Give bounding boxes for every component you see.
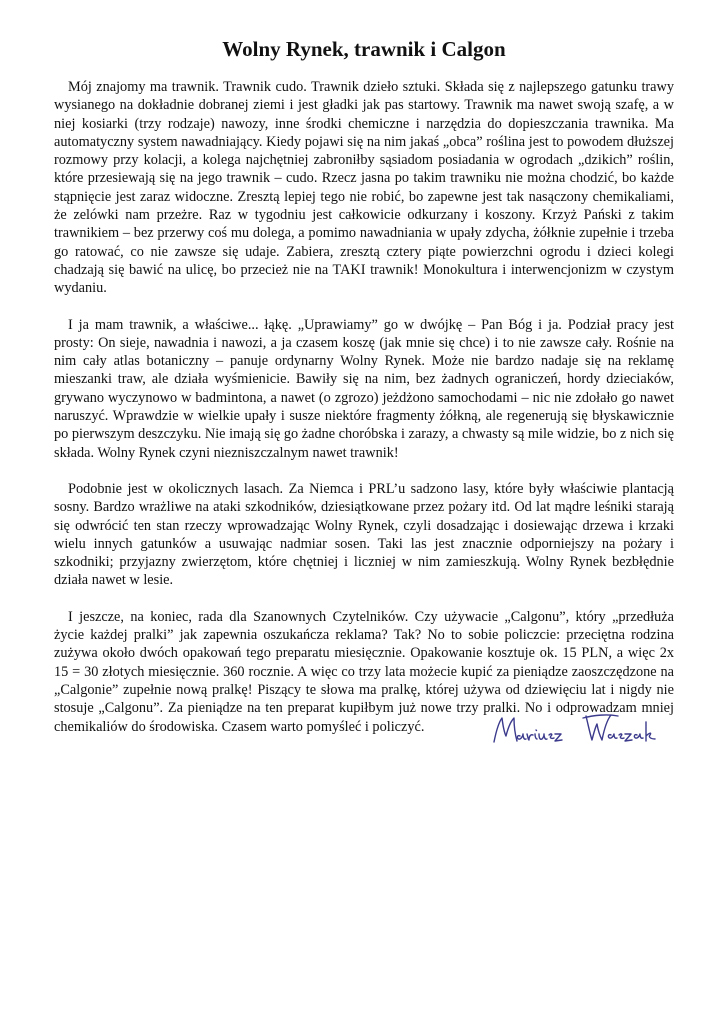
paragraph-lawn-friend: Mój znajomy ma trawnik. Trawnik cudo. Trawnik dzieło sztuki. Składa się z najlepszego gatunku trawy wysianego na dokładnie dobranej ziemi i jest gładki jak pas startowy. Trawnik ma nawet swoją szafę, a w niej kosiarki (trzy rodzaje) nawozy, inne środki chemiczne i narzędzia do dopieszczania trawnika. Ma automatyczny system nawadniający. Kiedy pojawi się na nim jakaś „obca” roślina jest to powodem dłuższej rozmowy przy kolacji, a kolega najchętniej zabroniłby sąsiadom posiadania w ogrodach „dzikich” roślin, które przesiewają się na jego trawnik – cudo. Rzecz jasna po takim trawniku nie można chodzić, bo każde stąpnięcie jest zaraz widoczne. Zresztą lepiej tego nie robić, bo zapewne jest tak nasączony chemikaliami, że zelówki nam przeżre. Raz w tygodniu jest całkowicie odkurzany i koszony. Krzyż Pański z takim trawnikiem – bez przerwy coś mu dolega, a pomimo nawadniania w upały zdycha, żółknie zupełnie i trzeba go ratować, co nie zawsze się udaje. Zabiera, zresztą cztery piąte powierzchni ogrodu i dzieci kolegi chadzają się bawić na ulicę, bo przecież nie na TAKI trawnik! Monokultura i interwencjonizm w czystym wydaniu.	[54, 79, 674, 297]
handwritten-signature	[490, 708, 660, 752]
paragraph-own-meadow: I ja mam trawnik, a właściwe... łąkę. „Uprawiamy” go w dwójkę – Pan Bóg i ja. Podział pracy jest prosty: On sieje, nawadnia i nawozi, a ja czasem koszę (jak mnie się chce) i to nie zawsze cały. Rośnie na nim cały atlas botaniczny – panuje ordynarny Wolny Rynek. Może nie bardzo nadaje się na reklamę mieszanki traw, ale działa wyśmienicie. Bawiły się na nim, bez żadnych ograniczeń, hordy dzieciaków, grywano wyczynowo w badmintona, a nawet (o zgrozo) jeżdżono samochodami – nic nie zdołało go nawet naruszyć. Wprawdzie w wielkie upały i susze niektóre fragmenty żółkną, ale regenerują się błyskawicznie po pierwszym deszczyku. Nie imają się go żadne choróbska i zarazy, a chwasty są mile widzie, bo z nich się składa. Wolny Rynek czyni niezniszczalnym nawet trawnik!	[54, 316, 674, 461]
signature-drawing	[490, 708, 660, 752]
document-title: Wolny Rynek, trawnik i Calgon	[222, 37, 506, 61]
document-page	[54, 30, 674, 754]
paragraph-forests: Podobnie jest w okolicznych lasach. Za Niemca i PRL’u sadzono lasy, które były właściwie plantacją sosny. Bardzo wrażliwe na ataki szkodników, dziesiątkowane przez pożary itd. Od lat mądre leśniki starają się odwrócić ten stan rzeczy wprowadzając Wolny Rynek, czyli dosadzając i dosiewając drzewa i krzaki wielu innych gatunków a usuwając nadmiar sosen. Taki las jest znacznie odporniejszy na pożary i szkodniki; przyjazny zwierzętom, które chętniej i liczniej w nim zamieszkują. Wolny Rynek bezbłędnie działa nawet w lesie.	[54, 480, 674, 589]
paragraph-calgon: I jeszcze, na koniec, rada dla Szanownych Czytelników. Czy używacie „Calgonu”, który „przedłuża życie każdej pralki” jak zapewnia oszukańcza reklama? Tak? No to sobie policzcie: przeciętna rodzina zużywa około dwóch opakowań tego preparatu miesięcznie. Opakowanie kosztuje ok. 15 PLN, a więc 2x 15 = 30 złotych miesięcznie. 360 rocznie. A więc co trzy lata możecie kupić za pieniądze zaoszczędzone na „Calgonie” zupełnie nową pralkę! Piszący te słowa ma pralkę, której używa od dziewięciu lat i nigdy nie stosuje „Calgonu”. Za pieniądze na ten preparat kupiłbym już nowe trzy pralki. No i odprowadzam mniej chemikaliów do środowiska. Czasem warto pomyśleć i policzyć.	[54, 608, 674, 735]
